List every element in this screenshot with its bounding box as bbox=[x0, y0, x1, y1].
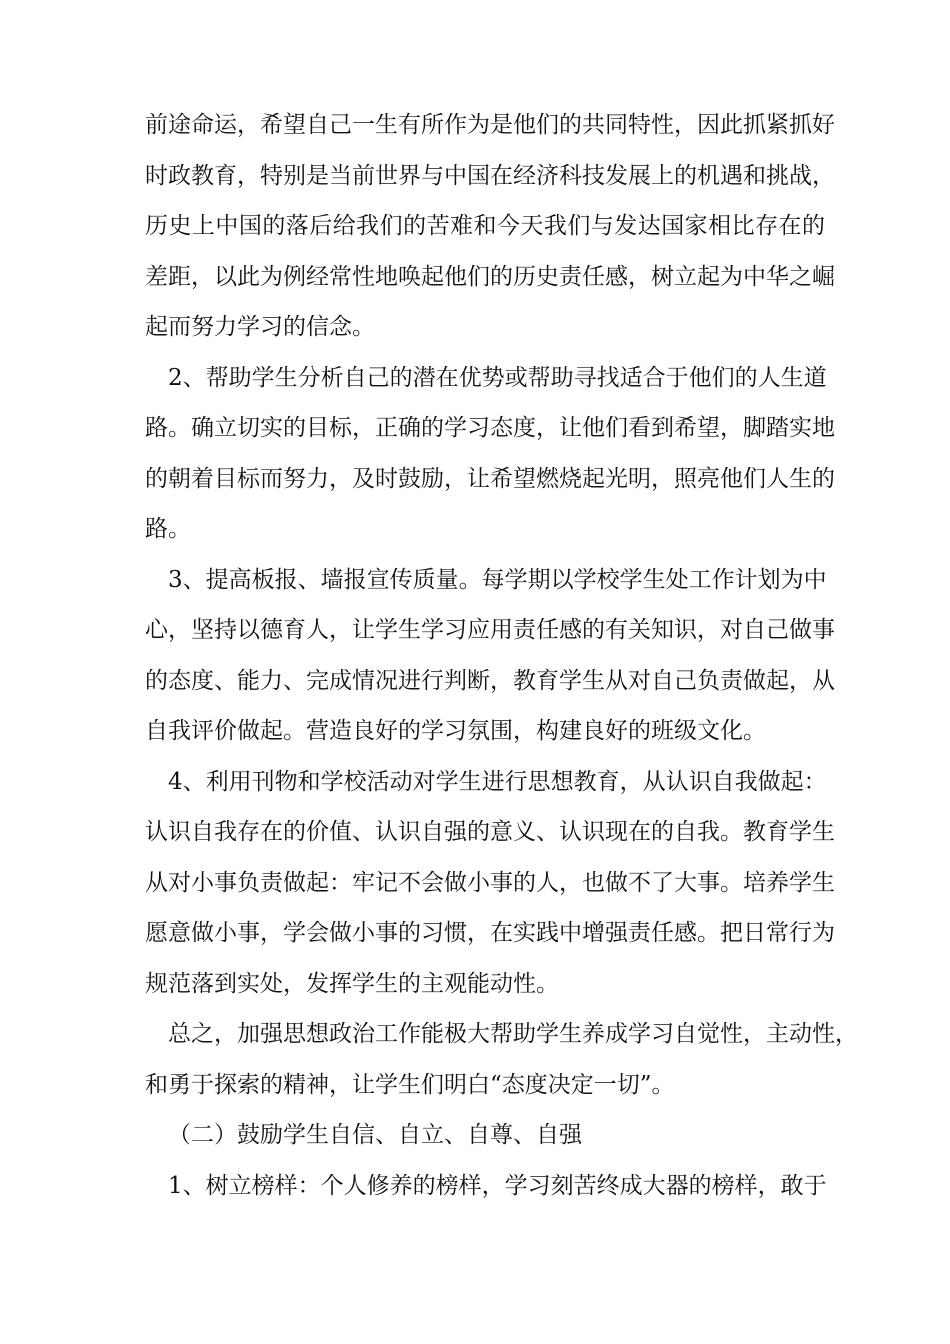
text-line: 总之，加强思想政治工作能极大帮助学生养成学习自觉性，主动性， bbox=[168, 1021, 858, 1047]
text-line: 路。 bbox=[145, 516, 191, 542]
text-line: 从对小事负责做起：牢记不会做小事的人，也做不了大事。培养学生 bbox=[145, 869, 835, 896]
body-text bbox=[145, 100, 858, 1211]
text-line: 的朝着目标而努力，及时鼓励，让希望燃烧起光明，照亮他们人生的 bbox=[145, 465, 835, 492]
text-line: 1、树立榜样：个人修养的榜样，学习刻苦终成大器的榜样，敢于 bbox=[168, 1172, 827, 1199]
text-line: 规范落到实处，发挥学生的主观能动性。 bbox=[145, 970, 559, 997]
text-line: 起而努力学习的信念。 bbox=[145, 314, 375, 340]
text-line: 认识自我存在的价值、认识自强的意义、认识现在的自我。教育学生 bbox=[145, 819, 835, 845]
text-line: 前途命运，希望自己一生有所作为是他们的共同特性，因此抓紧抓好 bbox=[145, 112, 835, 138]
text-line: 心，坚持以德育人，让学生学习应用责任感的有关知识，对自己做事 bbox=[145, 617, 835, 643]
text-line: 差距，以此为例经常性地唤起他们的历史责任感，树立起为中华之崛 bbox=[145, 263, 835, 290]
text-line: 3、提高板报、墙报宣传质量。每学期以学校学生处工作计划为中 bbox=[168, 566, 827, 593]
text-line: 路。确立切实的目标，正确的学习态度，让他们看到希望，脚踏实地 bbox=[145, 415, 835, 441]
text-line: 愿意做小事，学会做小事的习惯，在实践中增强责任感。把日常行为 bbox=[145, 920, 835, 946]
text-line: 历史上中国的落后给我们的苦难和今天我们与发达国家相比存在的 bbox=[145, 213, 825, 239]
text-line: 时政教育，特别是当前世界与中国在经济科技发展上的机遇和挑战， bbox=[145, 162, 835, 189]
text-line: 自我评价做起。营造良好的学习氛围，构建良好的班级文化。 bbox=[145, 718, 766, 744]
text-line: 2、帮助学生分析自己的潜在优势或帮助寻找适合于他们的人生道 bbox=[168, 364, 827, 391]
text-line: 和勇于探索的精神，让学生们明白“态度决定一切”。 bbox=[145, 1071, 675, 1098]
text-line: 的态度、能力、完成情况进行判断，教育学生从对自己负责做起，从 bbox=[145, 667, 835, 694]
text-line: 4、利用刊物和学校活动对学生进行思想教育，从认识自我做起： bbox=[168, 768, 827, 795]
section-heading: （二）鼓励学生自信、自立、自尊、自强 bbox=[168, 1122, 582, 1148]
